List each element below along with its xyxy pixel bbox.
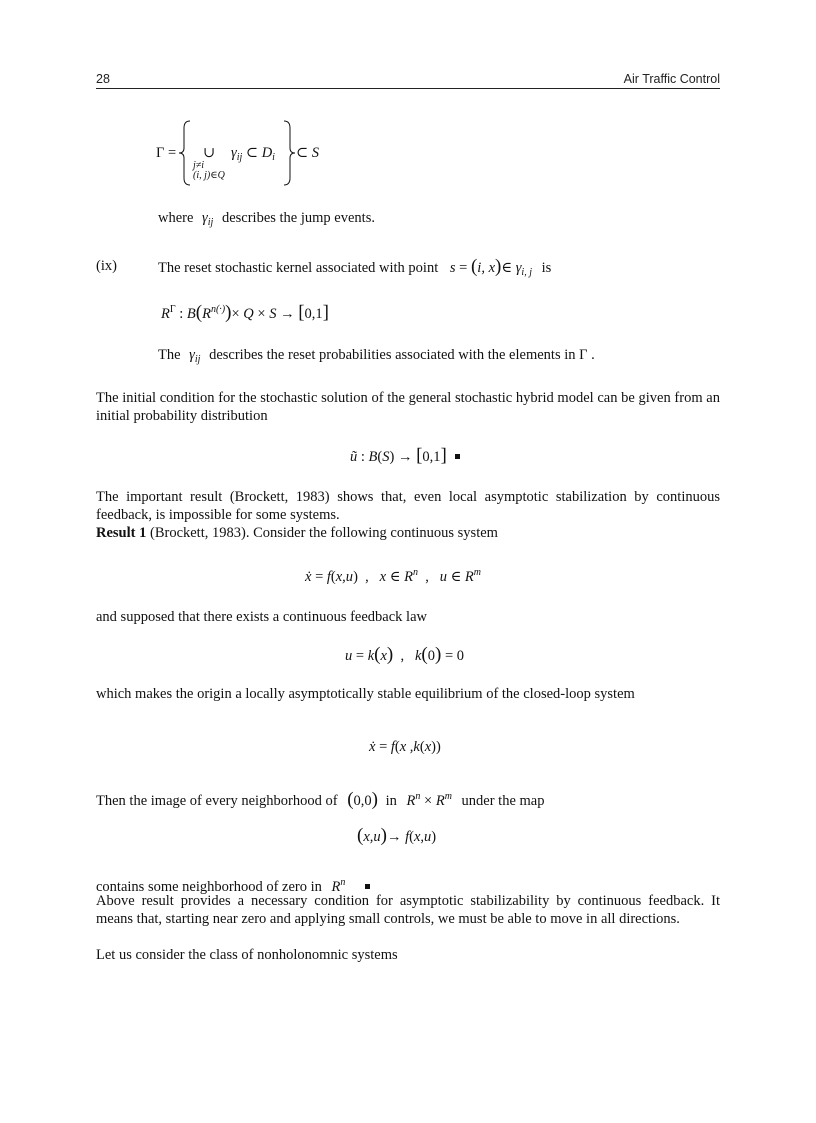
then-point: (0,0) — [347, 789, 378, 810]
contains-space: $R^n$ — [331, 877, 346, 895]
end-mark-icon — [455, 454, 460, 459]
then-line — [96, 788, 545, 810]
paragraph-initial: The initial condition for the stochastic solution of the general stochastic hybrid model can be given from an initial probability distribution — [96, 390, 720, 424]
paragraph-important: The important result (Brockett, 1983) shows that, even local asymptotic stabilization by continuous feedback, is impossible for some systems. — [96, 489, 720, 523]
paragraph-supposed: and supposed that there exists a continuous feedback law — [96, 609, 427, 625]
eq-map: (x,u)→ f(x,u) — [357, 825, 437, 846]
item-ix-body: The reset stochastic kernel associated with point — [158, 260, 439, 276]
result-1-text: (Brockett, 1983). Consider the following continuous system — [146, 525, 498, 541]
eq-system: ẋ = f(x,u) , x ∈ $R^n$ , u ∈ $R^m$ — [305, 567, 482, 585]
where-prefix: where — [158, 210, 194, 226]
gamma-ij-symbol-2: $\gamma_{ij}$ — [189, 347, 201, 365]
kernel-equation: $R^\Gamma$ : $B(R^{n(\cdot)})\times Q \times S \to [0,1]$ — [161, 302, 329, 323]
the-line — [158, 346, 595, 369]
where-suffix: describes the jump events. — [221, 210, 375, 226]
gamma-set-body: $\gamma_{ij}$ ⊂ $D_i$ — [231, 145, 275, 163]
paragraph-letus: Let us consider the class of nonholonomnic systems — [96, 947, 398, 963]
then-prefix: Then the image of every neighborhood of — [96, 793, 338, 809]
header-rule — [96, 88, 720, 89]
item-ix-text — [158, 257, 551, 282]
then-suffix: under the map — [461, 793, 545, 809]
eq-feedback: u = k(x) , k(0) = 0 — [345, 644, 464, 665]
eq-u-tilde: ũ : B(S) → [0,1] — [350, 446, 460, 466]
item-ix-point: s = (i, x)∈ $\gamma_{i, j}$ — [449, 256, 532, 278]
item-ix-suffix: is — [541, 260, 552, 276]
item-ix-label: (ix) — [96, 258, 117, 274]
gamma-lhs: Γ = — [156, 145, 177, 161]
right-brace — [282, 120, 296, 186]
paragraph-which: which makes the origin a locally asymptotically stable equilibrium of the closed-loop system — [96, 686, 635, 702]
result-1-bold: Result 1 — [96, 525, 147, 541]
gamma-ij-symbol: $\gamma_{ij}$ — [202, 210, 214, 228]
left-brace — [178, 120, 192, 186]
where-line — [158, 209, 375, 232]
eq-closed-loop: ẋ = f(x ,k(x)) — [369, 739, 441, 755]
running-title: Air Traffic Control — [623, 72, 720, 86]
contains-prefix: contains some neighborhood of zero in — [96, 879, 322, 895]
page-number: 28 — [96, 72, 110, 86]
paragraph-above: Above result provides a necessary condition for asymptotic stabilizability by continuous feedback. It means that, starting near zero and applying small controls, we must be able to move in all directions. — [96, 893, 720, 927]
result-1-line — [96, 524, 498, 542]
union-symbol: ∪ — [203, 145, 216, 161]
the-prefix: The — [158, 347, 181, 363]
then-space: $R^n \times R^m$ — [406, 791, 452, 809]
union-cond-1: j≠i — [193, 160, 205, 171]
union-cond-2: (i, j)∈Q — [193, 170, 225, 181]
gamma-rhs: ⊂ S — [296, 145, 320, 161]
then-mid: in — [385, 793, 397, 809]
the-suffix: describes the reset probabilities associated with the elements in Γ . — [209, 347, 595, 363]
end-mark-icon — [365, 884, 370, 889]
